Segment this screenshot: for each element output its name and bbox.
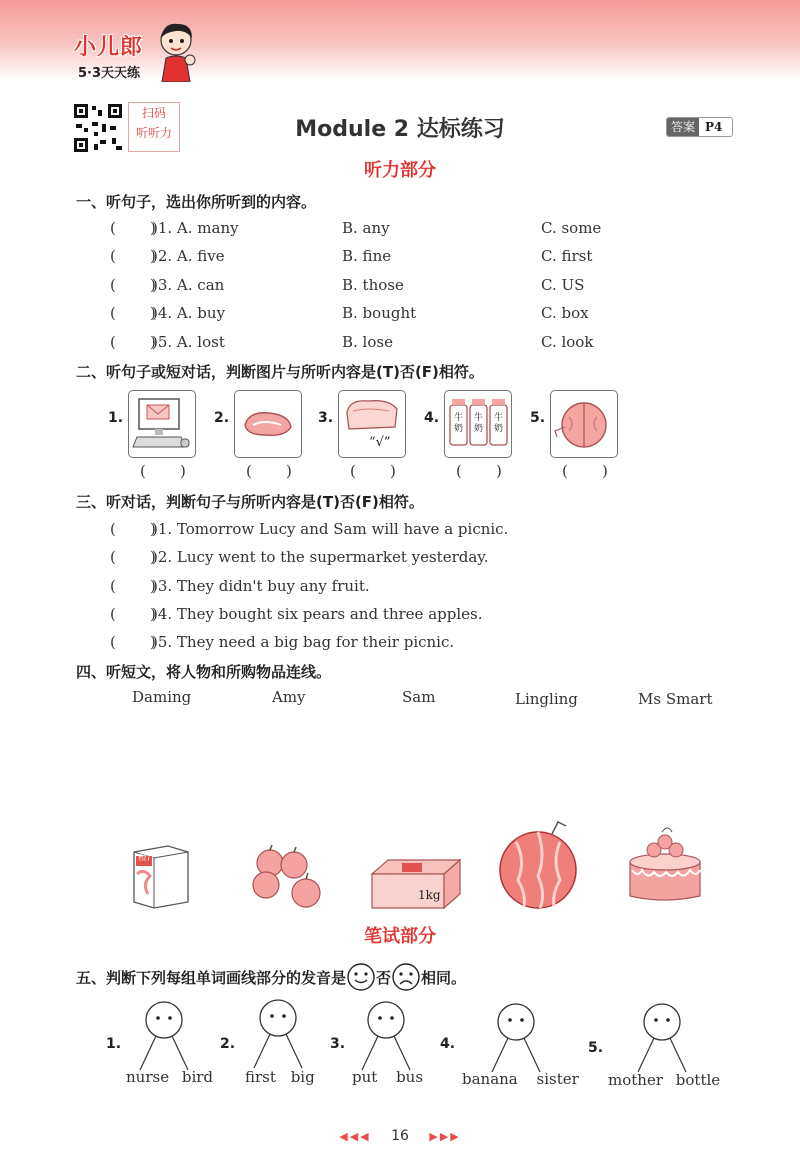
computer-email-icon bbox=[129, 391, 195, 457]
person-name-daming: Daming bbox=[132, 688, 192, 706]
word-pair: first big bbox=[245, 1068, 315, 1086]
person-name-sam: Sam bbox=[402, 688, 436, 706]
watermelon-picture bbox=[550, 390, 618, 458]
brand-logo: 小儿郎 bbox=[74, 35, 144, 60]
bread-picture bbox=[338, 390, 406, 458]
page-title: Module 2 达标练习 bbox=[295, 117, 505, 142]
mascot-icon bbox=[152, 20, 200, 82]
blank-face-icon[interactable] bbox=[248, 998, 308, 1070]
section5-title: 五、判断下列每组单词画线部分的发音是 否 相同。 bbox=[76, 962, 466, 992]
person-name-ms-smart: Ms Smart bbox=[638, 690, 713, 708]
juice-label: 橙汁 bbox=[138, 853, 157, 863]
writing-part-header: 笔试部分 bbox=[364, 926, 436, 947]
cake-icon bbox=[624, 820, 706, 912]
watermelon-icon bbox=[496, 820, 582, 912]
section3-list: )1. Tomorrow Lucy and Sam will have a picnic. )2. Lucy went to the supermarket yesterday. )3. They didn't buy any fruit. )4. They bought six pears and three apples. )5. They need a big bag for their picnic. bbox=[152, 520, 509, 651]
milk-picture: 牛 奶 牛 奶 牛 奶 bbox=[444, 390, 512, 458]
blank-face-icon[interactable] bbox=[632, 1002, 692, 1074]
next-arrows-icon: ▶▶▶ bbox=[429, 1130, 461, 1143]
word-pair: mother bottle bbox=[608, 1071, 721, 1089]
word-pair: nurse bird bbox=[126, 1068, 214, 1086]
meat-icon bbox=[235, 391, 301, 457]
answer-page-tag[interactable]: 答案 P4 bbox=[666, 117, 733, 137]
person-name-amy: Amy bbox=[272, 688, 306, 706]
meat-package-icon bbox=[368, 856, 464, 912]
word-pair: put bus bbox=[352, 1068, 424, 1086]
orange-juice-carton-icon bbox=[128, 838, 194, 910]
meat-picture bbox=[234, 390, 302, 458]
blank-face-icon[interactable] bbox=[356, 1000, 416, 1072]
scan-to-listen-label: 扫码 听听力 bbox=[128, 102, 180, 152]
apples-icon bbox=[246, 845, 330, 913]
page-footer bbox=[0, 1128, 800, 1144]
brand-subtitle: 5·3天天练 bbox=[78, 66, 141, 81]
section1-title: 一、听句子，选出你所听到的内容。 bbox=[76, 193, 317, 211]
smiley-face-icon bbox=[346, 962, 376, 992]
check-mark-label: “√” bbox=[369, 435, 391, 450]
section1-list: )1. A. many B. any C. some )2. A. five B. fine C. first )3. A. can B. those C. US )4. A. buy B. bought C. box )5. A. lost B. lose C. look bbox=[152, 219, 602, 351]
page-number: 16 bbox=[391, 1128, 409, 1144]
computer-picture bbox=[128, 390, 196, 458]
watermelon-icon bbox=[551, 391, 617, 457]
section4-title: 四、听短文，将人物和所购物品连线。 bbox=[76, 663, 332, 681]
prev-arrows-icon: ◀◀◀ bbox=[339, 1130, 371, 1143]
blank-face-icon[interactable] bbox=[134, 1000, 194, 1072]
word-pair: banana sister bbox=[462, 1070, 579, 1088]
person-name-lingling: Lingling bbox=[515, 690, 578, 708]
section2-title: 二、听句子或短对话，判断图片与所听内容是(T)否(F)相符。 bbox=[76, 363, 484, 381]
blank-face-icon[interactable] bbox=[486, 1002, 546, 1074]
listening-part-header: 听力部分 bbox=[364, 160, 436, 181]
section3-title: 三、听对话，判断句子与所听内容是(T)否(F)相符。 bbox=[76, 493, 424, 511]
meat-weight-label: 1kg bbox=[418, 888, 441, 902]
sad-face-icon bbox=[391, 962, 421, 992]
